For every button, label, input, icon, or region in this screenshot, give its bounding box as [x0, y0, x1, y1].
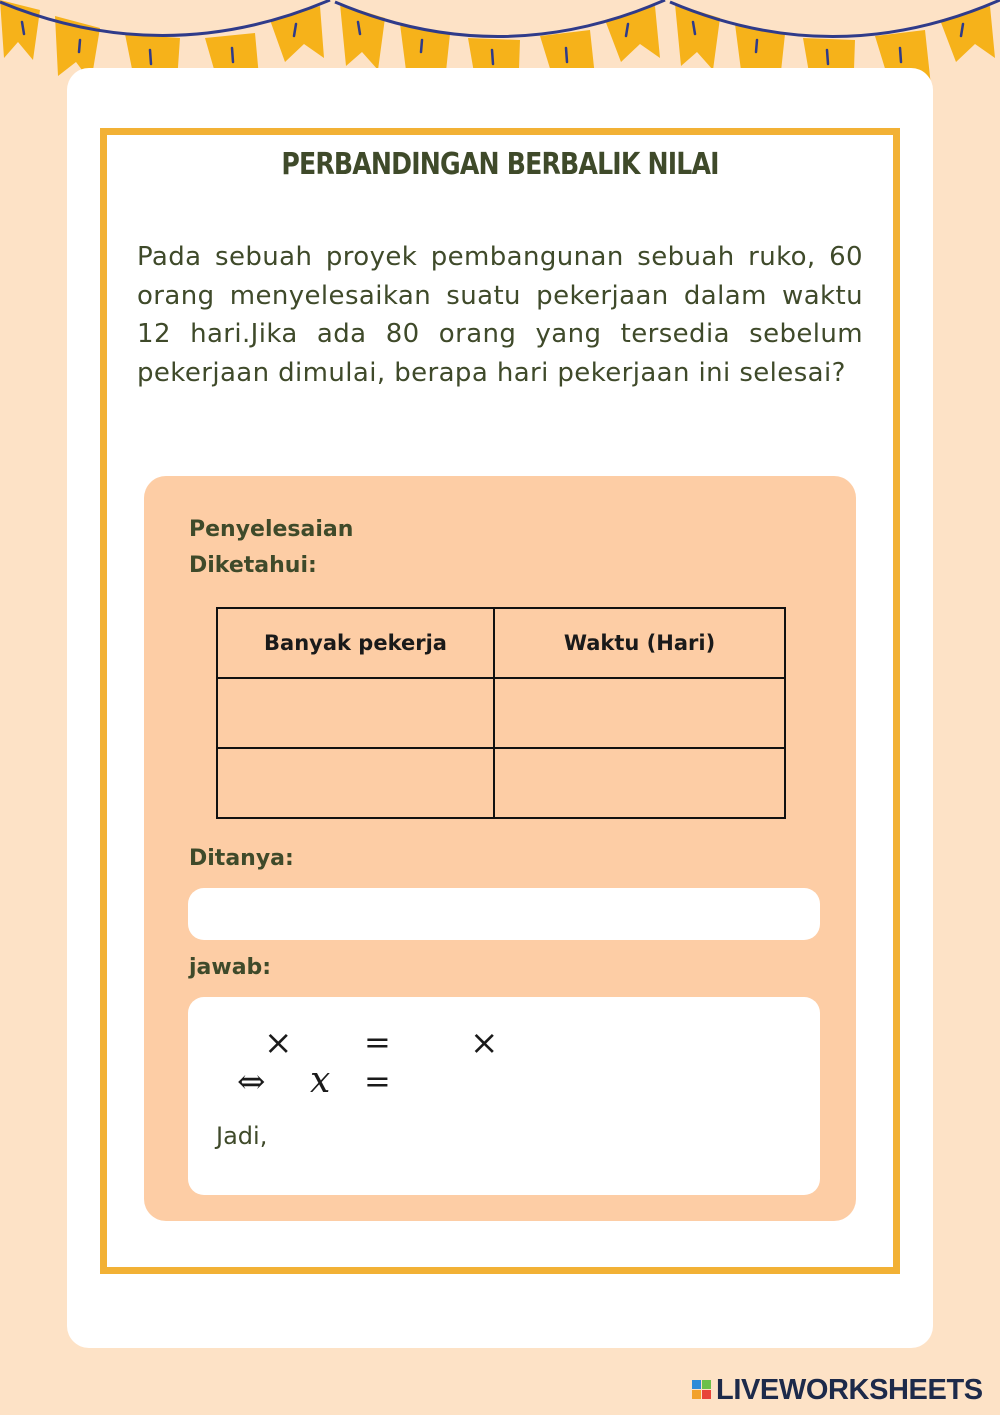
times-symbol-2: × — [470, 1023, 499, 1063]
known-table-header-row — [217, 608, 785, 678]
asked-input[interactable] — [188, 888, 820, 940]
equals-symbol-1: = — [364, 1023, 391, 1061]
variable-x: x — [310, 1060, 331, 1101]
known-table — [216, 607, 786, 819]
conclusion-text: Jadi, — [216, 1122, 268, 1150]
times-symbol-1: × — [264, 1023, 293, 1063]
bunting-string — [0, 0, 1000, 37]
brand-name[interactable]: LIVEWORKSHEETS — [716, 1374, 983, 1406]
iff-symbol: ⇔ — [237, 1062, 266, 1102]
header-days: Waktu (Hari) — [494, 608, 785, 678]
header-workers: Banyak pekerja — [217, 608, 494, 678]
known-table-row — [217, 748, 785, 818]
problem-statement: Pada sebuah proyek pembangunan sebuah ruko, 60 orang menyelesaikan suatu pekerjaan dalam waktu 12 hari.Jika ada 80 orang yang tersedia sebelum pekerjaan dimulai, berapa hari pekerjaan ini selesai? — [137, 242, 863, 388]
days-cell-2[interactable] — [494, 748, 785, 818]
asked-label: Ditanya: — [189, 846, 294, 871]
workers-cell-2[interactable] — [217, 748, 494, 818]
page-title: PERBANDINGAN BERBALIK NILAI — [281, 147, 719, 182]
days-cell-1[interactable] — [494, 678, 785, 748]
solution-heading: Penyelesaian — [189, 517, 354, 542]
equals-symbol-2: = — [364, 1062, 391, 1100]
known-label: Diketahui: — [189, 553, 317, 578]
workers-cell-1[interactable] — [217, 678, 494, 748]
known-table-row — [217, 678, 785, 748]
answer-label: jawab: — [189, 955, 272, 980]
